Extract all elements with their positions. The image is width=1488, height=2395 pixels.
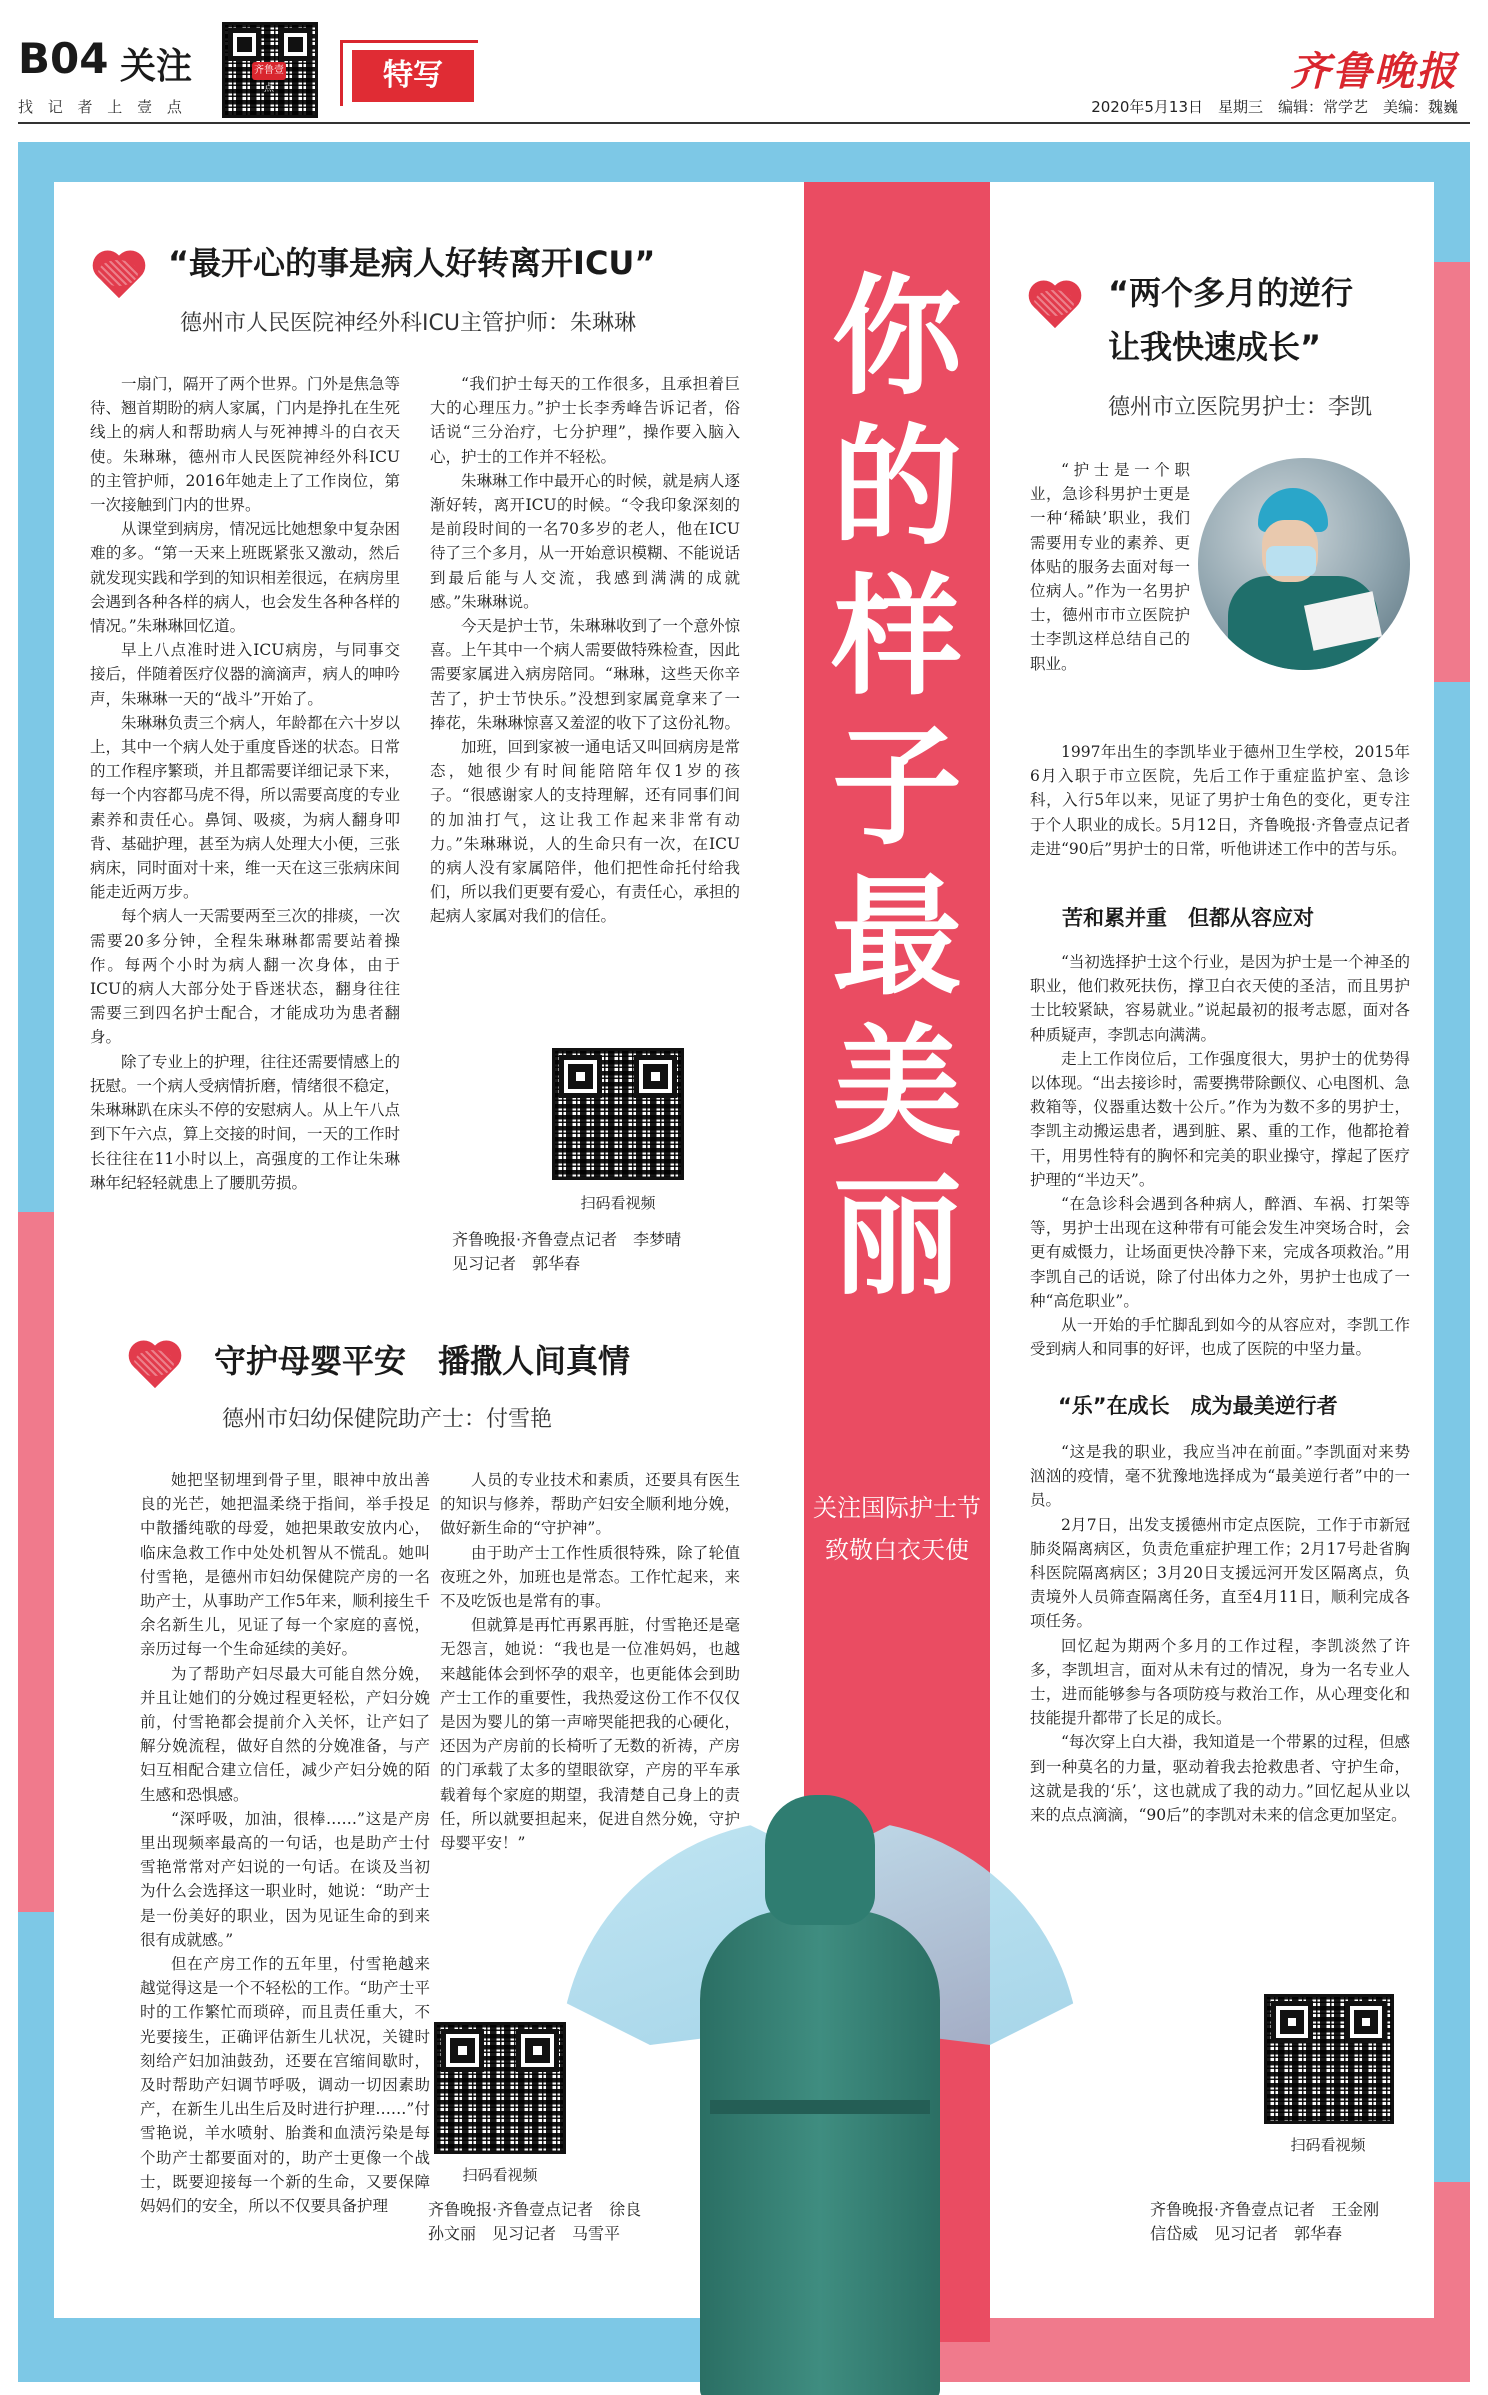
page-header <box>0 0 1488 130</box>
article3-subtitle: 德州市立医院男护士：李凯 <box>1108 395 1373 420</box>
paragraph: “在急诊科会遇到各种病人，醉酒、车祸、打架等等，男护士出现在这种带有可能会发生冲突场合时，会更有威慑力，让场面更快冷静下来，完成各项救治。”用李凯自己的话说，除了付出体力之外，男护士也成了一种“高危职业”。 <box>1030 1195 1410 1310</box>
article3-qr-code-icon[interactable] <box>1264 1994 1394 2124</box>
paragraph: 由于助产士工作性质很特殊，除了轮值夜班之外，加班也是常态。工作忙起来，来不及吃饭也是常有的事。 <box>440 1543 740 1611</box>
article1-byline-1: 齐鲁晚报·齐鲁壹点记者 李梦晴 <box>452 1230 682 1249</box>
article2-qr-code-icon[interactable] <box>434 2022 566 2154</box>
paragraph: “护士是一个职业，急诊科男护士更是一种‘稀缺’职业，我们需要用专业的素养、更体贴的服务去面对每一位病人。”作为一名男护士，德州市市立医院护士李凯这样总结自己的职业。 <box>1030 461 1190 673</box>
paragraph: 但在产房工作的五年里，付雪艳越来越觉得这是一个不轻松的工作。“助产士平时的工作繁忙而琐碎，而且责任重大，不光要接生，正确评估新生儿状况，关键时刻给产妇加油鼓劲，还要在宫缩间歇时，及时帮助产妇调节呼吸，调动一切因素助产，在新生儿出生后及时进行护理……”付雪艳说，羊水喷射、胎粪和血渍污染是每个助产士都要面对的，助产士更像一个战士，既要迎接每一个新的生命，又要保障妈妈们的安全，所以不仅要具备护理 <box>140 1955 430 2216</box>
paragraph: “深呼吸，加油，很棒……”这是产房里出现频率最高的一句话，也是助产士付雪艳常常对产妇说的一句话。在谈及当初为什么会选择这一职业时，她说：“助产士是一份美好的职业，因为见证生命的到来很有成就感。” <box>140 1809 430 1949</box>
paragraph: 朱琳琳负责三个病人，年龄都在六十岁以上，其中一个病人处于重度昏迷的状态。日常的工作程序繁琐，并且都需要详细记录下来，每一个内容都马虎不得，所以需要高度的专业素养和责任心。鼻饲、吸痰，为病人翻身叩背、基础护理，甚至为病人处理大小便，三张病床，同时面对十来，维一天在这三张病床间能走近两万步。 <box>90 713 400 902</box>
paragraph: “这是我的职业，我应当冲在前面。”李凯面对来势汹汹的疫情，毫不犹豫地选择成为“最美逆行者”中的一员。 <box>1030 1443 1410 1510</box>
banner-char: 最 <box>831 861 962 1013</box>
article2-byline-2: 孙文丽 见习记者 马雪平 <box>428 2224 621 2243</box>
paragraph: 从一开始的手忙脚乱到如今的从容应对，李凯工作受到病人和同事的好评，也成了医院的中坚力量。 <box>1030 1316 1410 1359</box>
article1-qr-caption: 扫码看视频 <box>580 1194 656 1212</box>
paragraph: 除了专业上的护理，往往还需要情感上的抚慰。一个病人受病情折磨，情绪很不稳定，朱琳琳趴在床头不停的安慰病人。从上午八点到下午六点，算上交接的时间，一天的工作时长往往在11小时以上，高强度的工作让朱琳琳年纪轻轻就患上了腰肌劳损。 <box>90 1052 400 1192</box>
banner-char: 样 <box>831 561 962 713</box>
article3-section2 <box>1030 1440 1410 1990</box>
banner-subtitle-line2: 致敬白衣天使 <box>825 1536 969 1564</box>
paragraph: 走上工作岗位后，工作强度很大，男护士的优势得以体现。“出去接诊时，需要携带除颤仪、心电图机、急救箱等，仪器重达数十公斤。”作为为数不多的男护士，李凯主动搬运患者，遇到脏、累、重的工作，他都抢着干，用男性特有的胸怀和完美的职业操守，撑起了医疗护理的“半边天”。 <box>1030 1049 1410 1189</box>
banner-char: 子 <box>831 711 962 863</box>
paragraph: 为了帮助产妇尽最大可能自然分娩，并且让她们的分娩过程更轻松，产妇分娩前，付雪艳都会提前介入关怀，让产妇了解分娩流程，做好自然的分娩准备，与产妇互相配合建立信任，减少产妇分娩的陌生感和恐惧感。 <box>140 1664 430 1804</box>
article3-title-line2: 让我快速成长” <box>1108 328 1322 366</box>
heart-icon <box>92 252 146 300</box>
article3-qr-caption: 扫码看视频 <box>1290 2136 1366 2154</box>
paragraph: “我们护士每天的工作很多，且承担着巨大的心理压力。”护士长李秀峰告诉记者，俗话说“三分治疗，七分护理”，操作要入脑入心，护士的工作并不轻松。 <box>430 375 740 466</box>
paragraph: 1997年出生的李凯毕业于德州卫生学校，2015年6月入职于市立医院，先后工作于重症监护室、急诊科，入行5年以来，见证了男护士角色的变化，更专注于个人职业的成长。5月12日，齐鲁晚报·齐鲁壹点记者走进“90后”男护士的日常，听他讲述工作中的苦与乐。 <box>1030 743 1410 858</box>
article1-title: “最开心的事是病人好转离开ICU” <box>168 244 656 282</box>
paragraph: 她把坚韧埋到骨子里，眼神中放出善良的光芒，她把温柔绕于指间，举手投足中散播纯歌的母爱，她把果敢安放内心，临床急救工作中处处机智从不慌乱。她叫付雪艳，是德州市妇幼保健院产房的一名助产士，从事助产工作5年来，顺利接生千余名新生儿，见证了每一个家庭的喜悦，亲历过每一个生命延续的美好。 <box>140 1471 430 1659</box>
newspaper-logo: 齐鲁晚报 <box>1290 48 1458 95</box>
nurse-body <box>700 1910 940 2395</box>
section-name: 关注 <box>120 46 193 87</box>
heart-icon <box>1028 282 1082 330</box>
article3-byline-2: 信岱威 见习记者 郭华春 <box>1150 2224 1343 2243</box>
article2-byline-1: 齐鲁晚报·齐鲁壹点记者 徐良 <box>428 2200 642 2219</box>
winged-nurse-illustration <box>560 1740 1080 2395</box>
banner-char: 丽 <box>831 1161 962 1313</box>
article3-section1-heading: 苦和累并重 但都从容应对 <box>1062 906 1314 930</box>
issue-meta: 2020年5月13日 星期三 编辑：常学艺 美编：魏巍 <box>1091 98 1458 116</box>
nurse-belt <box>710 2100 930 2114</box>
page-number: B04 <box>18 34 109 83</box>
paragraph: 今天是护士节，朱琳琳收到了一个意外惊喜。上午其中一个病人需要做特殊检查，因此需要家属进入病房陪同。“琳琳，这些天你辛苦了，护士节快乐。”没想到家属竟拿来了一捧花，朱琳琳惊喜又羞涩的收下了这份礼物。 <box>430 617 740 732</box>
article3-byline-1: 齐鲁晚报·齐鲁壹点记者 王金刚 <box>1150 2200 1380 2219</box>
article2-subtitle: 德州市妇幼保健院助产士：付雪艳 <box>222 1407 553 1432</box>
heart-icon <box>128 1342 182 1390</box>
paragraph: 人员的专业技术和素质，还要具有医生的知识与修养，帮助产妇安全顺利地分娩，做好新生命的“守护神”。 <box>440 1471 740 1538</box>
article1-byline-2: 见习记者 郭华春 <box>452 1254 581 1273</box>
paragraph: 早上八点准时进入ICU病房，与同事交接后，伴随着医疗仪器的滴滴声，病人的呻吟声，朱琳琳一天的“战斗”开始了。 <box>90 641 400 708</box>
banner-char: 的 <box>831 411 962 563</box>
header-slogan: 找 记 者 上 壹 点 <box>18 98 187 116</box>
paragraph: 从课堂到病房，情况远比她想象中复杂困难的多。“第一天来上班既紧张又激动，然后就发现实践和学到的知识相差很远，在病房里会遇到各种各样的病人，也会发生各种各样的情况。”朱琳琳回忆道。 <box>90 520 400 636</box>
paragraph: 朱琳琳工作中最开心的时候，就是病人逐渐好转，离开ICU的时候。“令我印象深刻的是前段时间的一名70多岁的老人，他在ICU待了三个多月，从一开始意识模糊、不能说话到最后能与人交流，我感到满满的成就感。”朱琳琳说。 <box>430 471 740 611</box>
header-divider <box>18 122 1470 124</box>
article1-column-2 <box>430 372 740 1012</box>
banner-char: 你 <box>831 261 962 413</box>
banner-subtitle <box>804 1487 990 1571</box>
article3-intro <box>1030 458 1190 734</box>
nurse-photo <box>1198 458 1410 670</box>
article2-column-1 <box>140 1468 430 2238</box>
article3-intro-full <box>1030 740 1410 880</box>
paragraph: 但就算是再忙再累再脏，付雪艳还是毫无怨言，她说：“我也是一位准妈妈，也越来越能体会到怀孕的艰辛，也更能体会到助产士工作的重要性，我热爱这份工作不仅仅是因为婴儿的第一声啼哭能把我的心硬化，还因为产房前的长椅听了无数的祈祷，产房的门承载了太多的望眼欲穿，产房的平车承载着每个家庭的期望，我清楚自己身上的责任，所以就要担起来，促进自然分娩，守护母婴平安！” <box>440 1616 740 1853</box>
paragraph: “当初选择护士这个行业，是因为护士是一个神圣的职业，他们救死扶伤，撑卫白衣天使的圣洁，而且男护士比较紧缺，容易就业。”说起最初的报考志愿，面对各种质疑声，李凯志向满满。 <box>1030 953 1410 1044</box>
column-tag: 特写 <box>352 50 474 102</box>
paragraph: 一扇门，隔开了两个世界。门外是焦急等待、翘首期盼的病人家属，门内是挣扎在生死线上的病人和帮助病人与死神搏斗的白衣天使。朱琳琳，德州市人民医院神经外科ICU的主管护师，2016年她走上了工作岗位，第一次接触到门内的世界。 <box>90 375 400 515</box>
article1-column-1 <box>90 372 400 1282</box>
article2-title: 守护母婴平安 播撒人间真情 <box>214 1342 631 1380</box>
banner-subtitle-line1: 关注国际护士节 <box>813 1494 981 1522</box>
article1-subtitle: 德州市人民医院神经外科ICU主管护师：朱琳琳 <box>180 311 636 336</box>
paragraph: 加班，回到家被一通电话又叫回病房是常态，她很少有时间能陪陪年仅1岁的孩子。“很感谢家人的支持理解，还有同事们间的加油打气，这让我工作起来非常有动力。”朱琳琳说，人的生命只有一次，在ICU的病人没有家属陪伴，他们把性命托付给我们，所以我们更要有爱心，有责任心，承担的起病人家属对我们的信任。 <box>430 738 740 926</box>
paragraph: 回忆起为期两个多月的工作过程，李凯淡然了许多，李凯坦言，面对从未有过的情况，身为一名专业人士，进而能够参与各项防疫与救治工作，从心理变化和技能提升都带了长足的成长。 <box>1030 1636 1410 1728</box>
article3-section2-heading: “乐”在成长 成为最美逆行者 <box>1058 1394 1338 1418</box>
article1-qr-code-icon[interactable] <box>552 1048 684 1180</box>
paragraph: 每个病人一天需要两至三次的排痰，一次需要20多分钟，全程朱琳琳都需要站着操作。每两个小时为病人翻一次身体，由于ICU的病人大部分处于昏迷状态，翻身往往需要三到四名护士配合，才能成功为患者翻身。 <box>90 907 400 1047</box>
article2-qr-caption: 扫码看视频 <box>462 2166 538 2184</box>
article3-section1 <box>1030 950 1410 1370</box>
banner-title <box>804 262 990 1312</box>
paragraph: 2月7日，出发支援德州市定点医院，工作于市新冠肺炎隔离病区，负责危重症护理工作；2月17号赴省胸科医院隔离病区；3月20日支援远河开发区隔离点，负责境外人员筛查隔离任务，直至4月11日，顺利完成各项任务。 <box>1030 1515 1410 1631</box>
qr-badge: 齐鲁壹点 <box>252 62 286 80</box>
banner-char: 美 <box>831 1011 962 1163</box>
nurse-head <box>765 1795 875 1925</box>
article3-title-line1: “两个多月的逆行 <box>1108 274 1354 312</box>
paragraph: “每次穿上白大褂，我知道是一个带累的过程，但感到一种莫名的力量，驱动着我去抢救患者、守护生命，这就是我的‘乐’，这也就成了我的动力。”回忆起从业以来的点点滴滴，“90后”的李凯对未来的信念更加坚定。 <box>1030 1733 1410 1825</box>
